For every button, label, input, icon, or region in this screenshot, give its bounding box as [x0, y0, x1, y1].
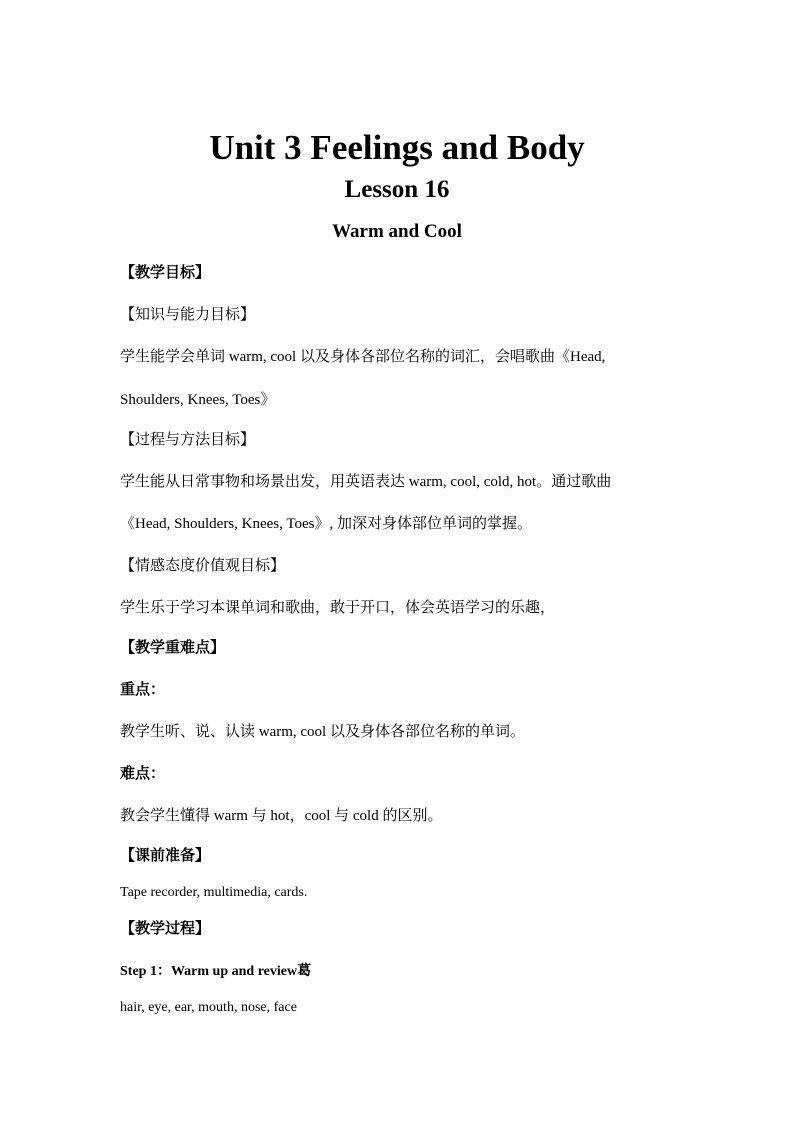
- paragraph-process-line-2: 《Head, Shoulders, Knees, Toes》, 加深对身体部位单词的掌握。: [120, 516, 532, 532]
- document-title: Unit 3 Feelings and Body: [209, 128, 585, 167]
- section-heading-teaching-goals: 【教学目标】: [120, 265, 211, 281]
- step-1-heading: Step 1：Warm up and review葛: [120, 964, 312, 979]
- section-heading-key-points: 【教学重难点】: [120, 640, 226, 656]
- paragraph-difficult-point: 教会学生懂得 warm 与 hot，cool 与 cold 的区别。: [120, 808, 443, 824]
- label-difficult-point: 难点：: [120, 766, 166, 782]
- paragraph-attitude: 学生乐于学习本课单词和歌曲，敢于开口，体会英语学习的乐趣，: [120, 600, 556, 616]
- paragraph-preparation: Tape recorder, multimedia, cards.: [120, 885, 308, 900]
- paragraph-process-line-1: 学生能从日常事物和场景出发，用英语表达 warm, cool, cold, hot。通过歌曲: [120, 474, 612, 490]
- lesson-heading: Lesson 16: [344, 176, 450, 203]
- label-key-point: 重点：: [120, 682, 166, 698]
- subheading-attitude-goals: 【情感态度价值观目标】: [120, 558, 286, 574]
- subheading-process-goals: 【过程与方法目标】: [120, 432, 256, 448]
- paragraph-knowledge-line-2: Shoulders, Knees, Toes》: [120, 392, 276, 408]
- section-heading-preparation: 【课前准备】: [120, 848, 211, 864]
- section-heading-teaching-process: 【教学过程】: [120, 921, 211, 937]
- paragraph-key-point: 教学生听、说、认读 warm, cool 以及身体各部位名称的单词。: [120, 724, 525, 740]
- subheading-knowledge-goals: 【知识与能力目标】: [120, 307, 256, 323]
- lesson-subtitle: Warm and Cool: [332, 221, 462, 242]
- step-1-words: hair, eye, ear, mouth, nose, face: [120, 1000, 297, 1015]
- paragraph-knowledge-line-1: 学生能学会单词 warm, cool 以及身体各部位名称的词汇，会唱歌曲《Head,: [120, 349, 606, 365]
